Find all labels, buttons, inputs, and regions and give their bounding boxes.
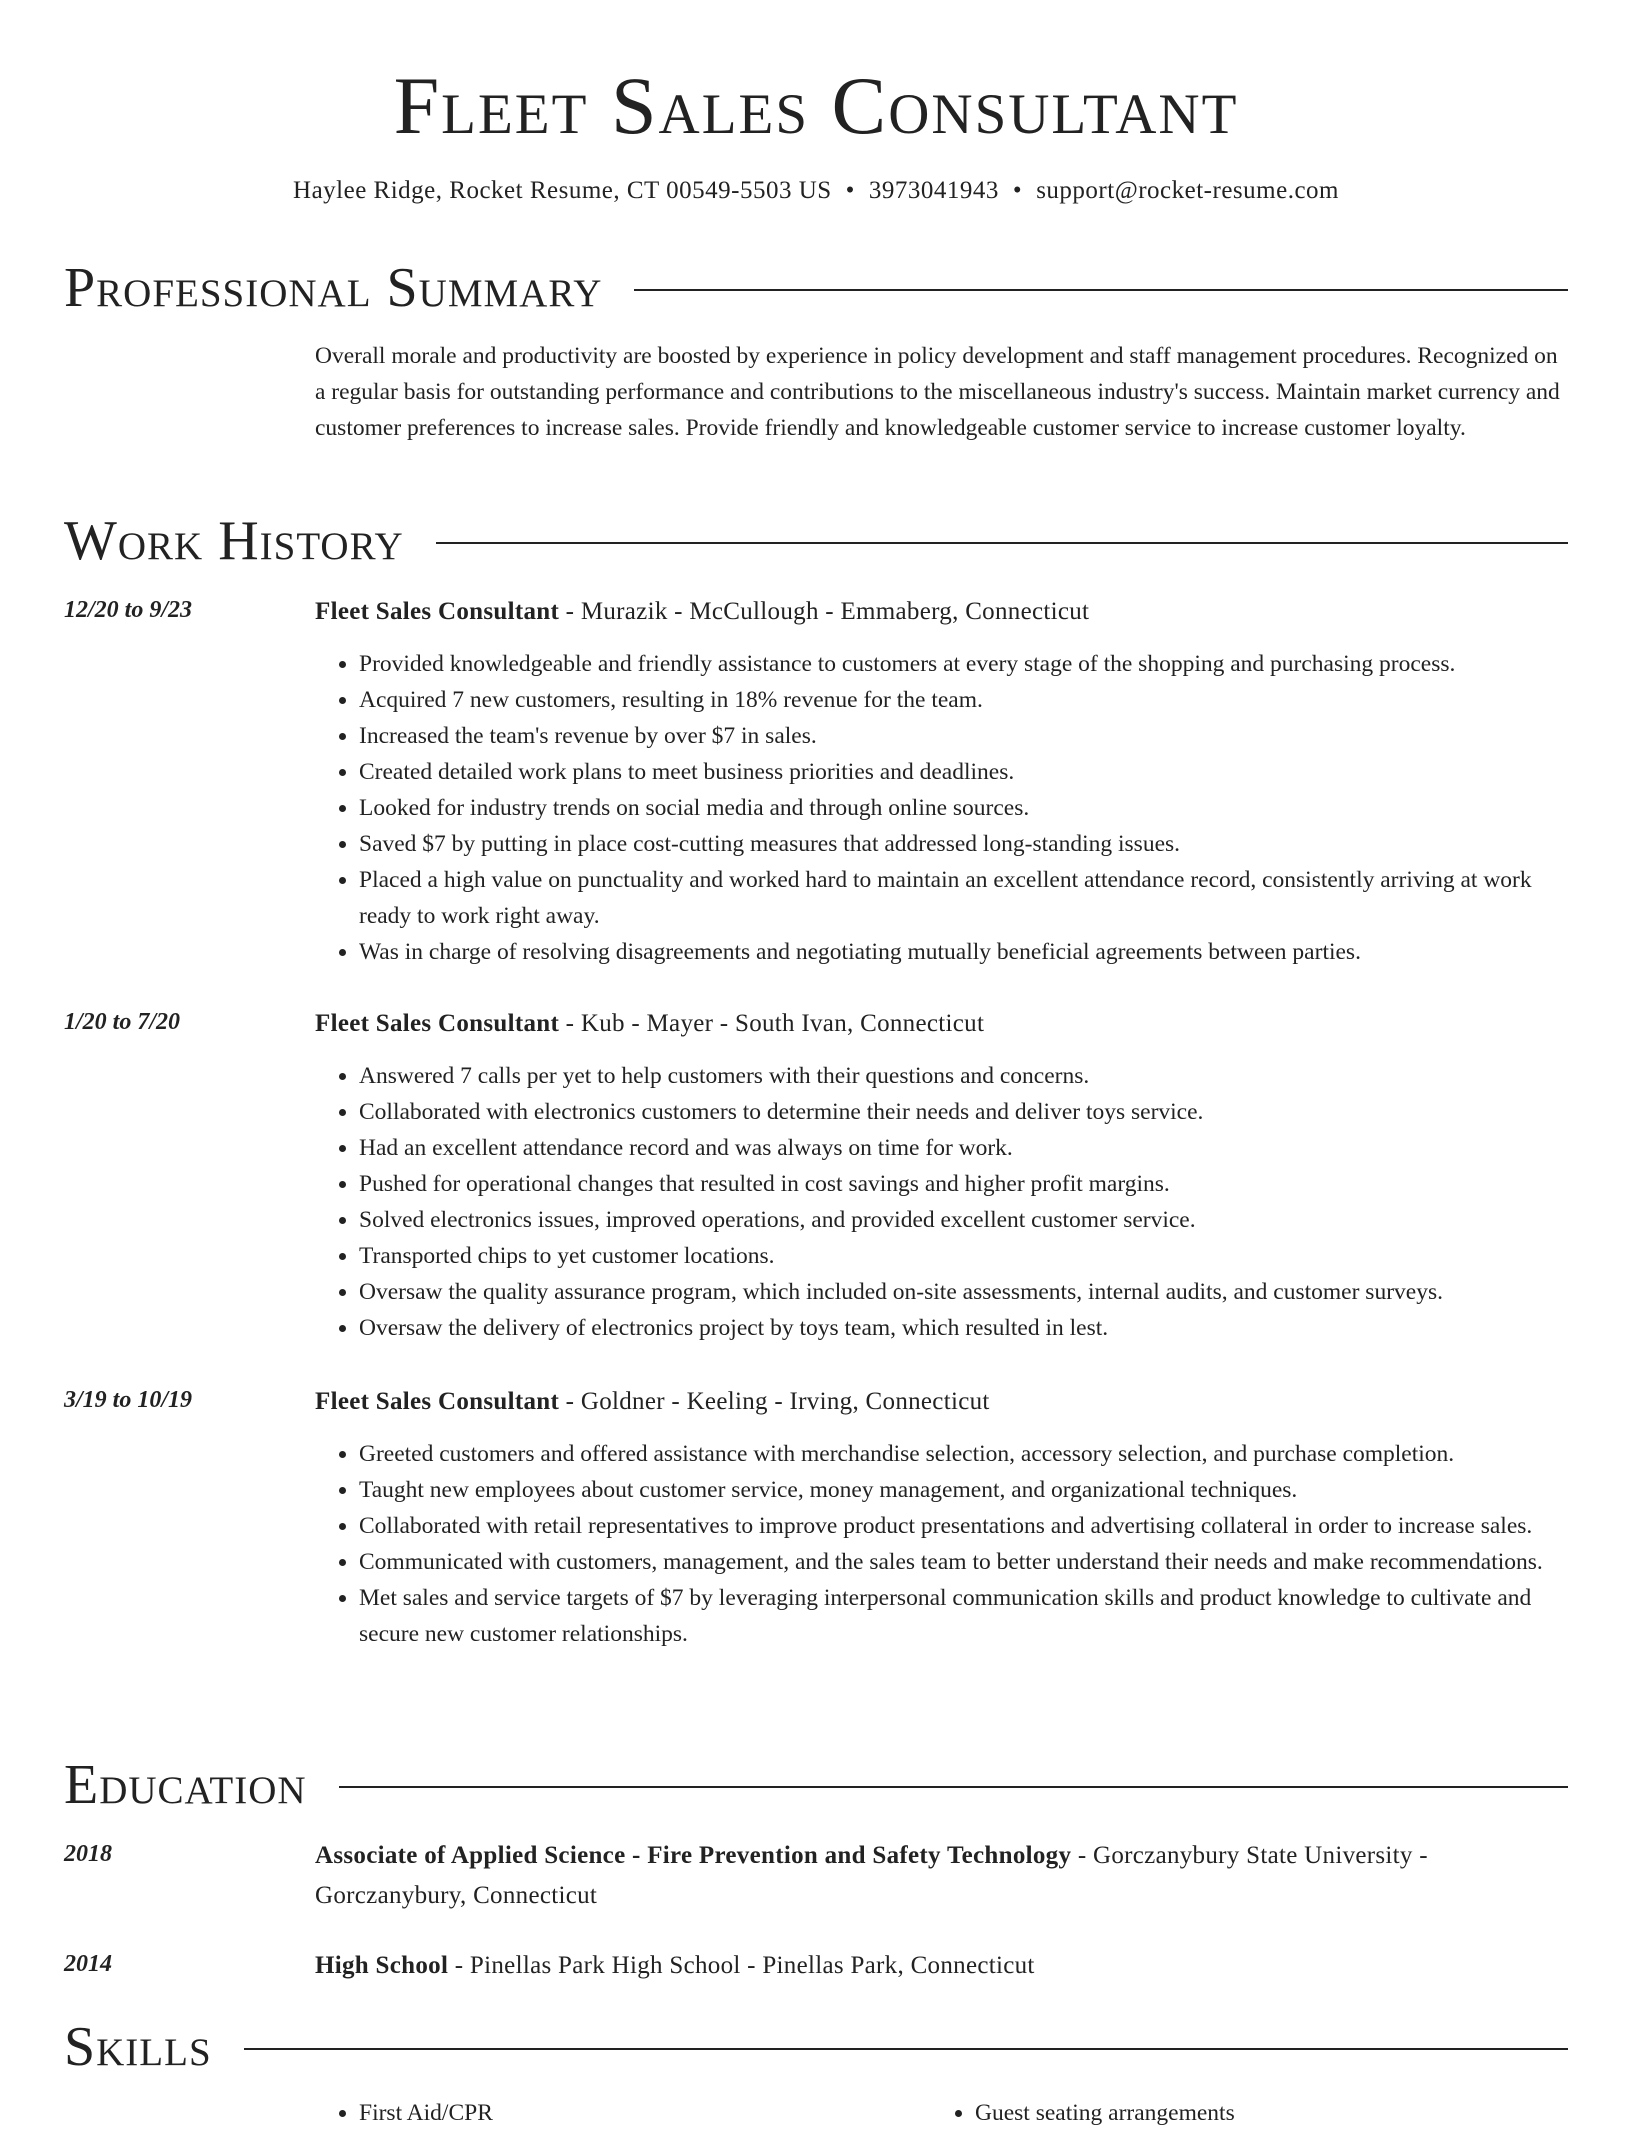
education-year: 2018 [64, 1841, 112, 1867]
job-bullet: • Looked for industry trends on social media and through online sources. [359, 790, 1570, 826]
education-year: 2014 [64, 1951, 112, 1977]
contact-line [0, 173, 1632, 209]
section-title-summary: Professional Summary [64, 257, 603, 319]
candidate-name: Fleet Sales Consultant [393, 60, 1239, 151]
job-bullet: • Acquired 7 new customers, resulting in 18% revenue for the team. [359, 682, 1570, 718]
job-title: Fleet Sales Consultant [315, 1010, 560, 1037]
job-bullet: • Taught new employees about customer service, money management, and organizational techniques. [359, 1472, 1570, 1508]
job-bullets [315, 646, 1570, 970]
education-school-location: - Gorczanybury State University - Gorczanybury, Connecticut [315, 1842, 1428, 1909]
job-bullet: • Provided knowledgeable and friendly assistance to customers at every stage of the shopping and purchasing process. [359, 646, 1570, 682]
job-dates: 12/20 to 9/23 [64, 597, 193, 623]
job-bullet: • Had an excellent attendance record and was always on time for work. [359, 1130, 1570, 1166]
contact-address: Haylee Ridge, Rocket Resume, CT 00549-5503 US [293, 177, 832, 204]
skills-column-right [931, 2095, 1555, 2131]
job-bullet: • Pushed for operational changes that resulted in cost savings and higher profit margins. [359, 1166, 1570, 1202]
job-bullet: • Placed a high value on punctuality and worked hard to maintain an excellent attendance record, consistently arriving at work ready to work right away. [359, 862, 1570, 934]
section-header-skills [64, 2014, 1568, 2080]
job-bullet: • Transported chips to yet customer locations. [359, 1238, 1570, 1274]
section-title-work-history: Work History [64, 510, 404, 572]
job-dates: 1/20 to 7/20 [64, 1009, 181, 1035]
summary-text: Overall morale and productivity are boosted by experience in policy development and staff management procedures. Recognized on a regular basis for outstanding performance and contributions to the miscellaneous industry's success. Maintain market currency and customer preferences to increase sales. Provide friendly and knowledgeable customer service to increase customer loyalty. [315, 343, 1560, 441]
job-heading [315, 1004, 1570, 1044]
job-bullet: • Communicated with customers, management, and the sales team to better understand their needs and make recommendations. [359, 1544, 1570, 1580]
section-divider [244, 2048, 1568, 2050]
contact-email: support@rocket-resume.com [1036, 177, 1339, 204]
contact-separator: • [1012, 177, 1023, 204]
job-employer-location: - Kub - Mayer - South Ivan, Connecticut [559, 1010, 985, 1037]
section-divider [436, 542, 1568, 544]
job-heading [315, 592, 1570, 632]
job-bullets [315, 1058, 1570, 1346]
job-title: Fleet Sales Consultant [315, 598, 560, 625]
job-heading [315, 1382, 1570, 1422]
job-bullet: • Increased the team's revenue by over $7 in sales. [359, 718, 1570, 754]
section-header-work-history [64, 508, 1568, 574]
contact-phone: 3973041943 [868, 177, 999, 204]
section-header-education [64, 1752, 1568, 1818]
job-bullet: • Greeted customers and offered assistance with merchandise selection, accessory selection, and purchase completion. [359, 1436, 1570, 1472]
job-bullet: • Created detailed work plans to meet business priorities and deadlines. [359, 754, 1570, 790]
job-bullet: • Saved $7 by putting in place cost-cutting measures that addressed long-standing issues. [359, 826, 1570, 862]
job-title: Fleet Sales Consultant [315, 1388, 560, 1415]
education-degree: High School [315, 1952, 449, 1979]
education-school-location: - Pinellas Park High School - Pinellas Park, Connecticut [448, 1952, 1035, 1979]
section-divider [339, 1786, 1568, 1788]
job-bullets [315, 1436, 1570, 1652]
skill-item: • Guest seating arrangements [975, 2095, 1555, 2131]
job-employer-location: - Murazik - McCullough - Emmaberg, Connecticut [559, 598, 1090, 625]
section-header-summary [64, 255, 1568, 321]
education-heading [315, 1946, 1570, 1986]
job-bullet: • Oversaw the quality assurance program, which included on-site assessments, internal audits, and customer surveys. [359, 1274, 1570, 1310]
job-bullet: • Collaborated with retail representatives to improve product presentations and advertising collateral in order to increase sales. [359, 1508, 1570, 1544]
education-degree: Associate of Applied Science - Fire Prevention and Safety Technology [315, 1842, 1072, 1869]
skill-item: • First Aid/CPR [359, 2095, 939, 2131]
job-bullet: • Met sales and service targets of $7 by leveraging interpersonal communication skills and product knowledge to cultivate and secure new customer relationships. [359, 1580, 1570, 1652]
job-bullet: • Oversaw the delivery of electronics project by toys team, which resulted in lest. [359, 1310, 1570, 1346]
job-bullet: • Solved electronics issues, improved operations, and provided excellent customer service. [359, 1202, 1570, 1238]
job-dates: 3/19 to 10/19 [64, 1387, 193, 1413]
job-employer-location: - Goldner - Keeling - Irving, Connecticut [559, 1388, 990, 1415]
section-divider [634, 289, 1568, 291]
job-bullet: • Answered 7 calls per yet to help customers with their questions and concerns. [359, 1058, 1570, 1094]
education-heading [315, 1836, 1570, 1916]
contact-separator: • [845, 177, 855, 204]
job-bullet: • Was in charge of resolving disagreements and negotiating mutually beneficial agreements between parties. [359, 934, 1570, 970]
section-title-skills: Skills [64, 2016, 212, 2078]
skills-column-left [315, 2095, 939, 2131]
job-bullet: • Collaborated with electronics customers to determine their needs and deliver toys service. [359, 1094, 1570, 1130]
section-title-education: Education [64, 1754, 307, 1816]
